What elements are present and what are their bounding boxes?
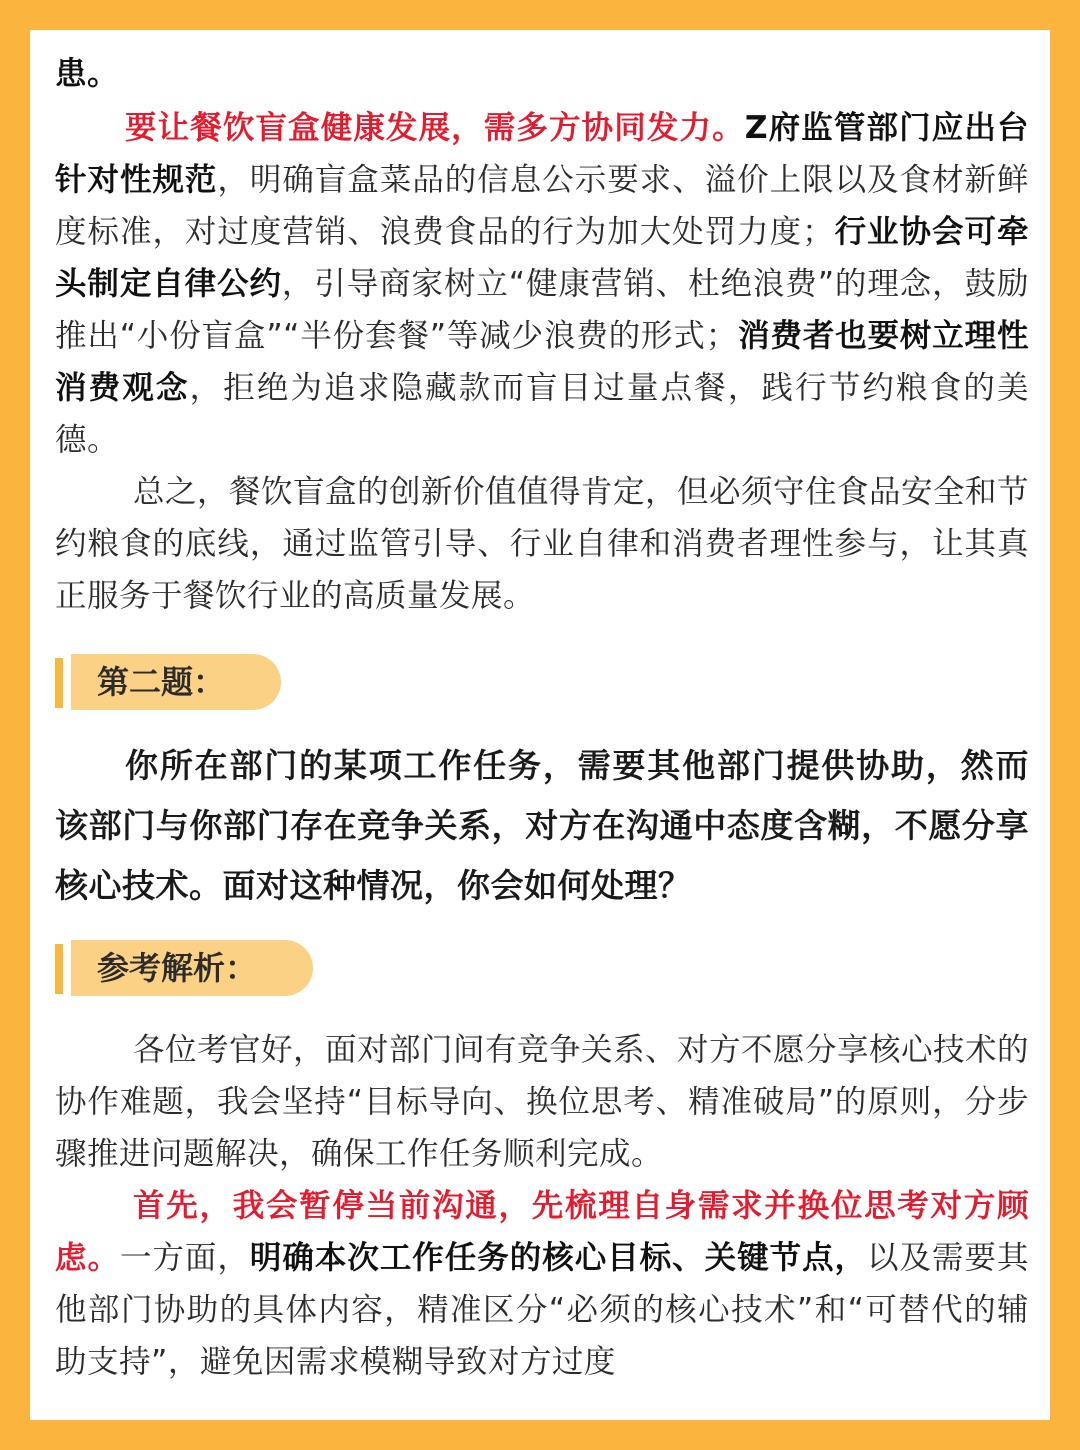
paragraph-measures [55, 102, 1029, 466]
step-one-lead: 一方面， [119, 1240, 250, 1276]
heading-question-label: 第二题： [71, 654, 281, 710]
measures-consumer-detail: ，拒绝为追求隐藏款而盲目过量点餐，践行节约粮食的美德。 [55, 370, 1029, 458]
step-one-key: 明确本次工作任务的核心目标、关键节点， [249, 1240, 868, 1276]
measures-consumer: 消费者也要树立理性消费观念 [55, 318, 1029, 406]
heading-accent-bar [55, 658, 63, 708]
step-one-detail: 以及需要其他部门协助的具体内容，精准区分“必须的核心技术”和“可替代的辅助支持”，避免因需求模糊导致对方过度 [55, 1240, 1029, 1380]
paragraph-step-one [55, 1180, 1029, 1388]
measures-industry: 行业协会可牵头制定自律公约 [55, 214, 1029, 302]
measures-government-detail: ，明确盲盒菜品的信息公示要求、溢价上限以及食材新鲜度标准，对过度营销、浪费食品的行为加大处罚力度； [55, 162, 1029, 250]
measures-headline: 要让餐饮盲盒健康发展，需多方协同发力。 [125, 110, 745, 146]
article-card [30, 30, 1050, 1420]
paragraph-conclusion [55, 466, 1029, 622]
heading-accent-bar [55, 944, 63, 994]
paragraph-tail-text: 患。 [55, 56, 120, 92]
paragraph-intro [55, 1024, 1029, 1180]
heading-analysis-label: 参考解析： [71, 940, 313, 996]
intro-text: 各位考官好，面对部门间有竞争关系、对方不愿分享核心技术的协作难题，我会坚持“目标导向、换位思考、精准破局”的原则，分步骤推进问题解决，确保工作任务顺利完成。 [55, 1032, 1030, 1172]
paragraph-tail [55, 48, 1029, 100]
measures-industry-detail: ，引导商家树立“健康营销、杜绝浪费”的理念，鼓励推出“小份盲盒”“半份套餐”等减少浪费的形式； [55, 266, 1029, 354]
measures-government: Z府监管部门应出台针对性规范 [55, 110, 1029, 198]
step-one-headline: 首先，我会暂停当前沟通，先梳理自身需求并换位思考对方顾虑。 [55, 1188, 1029, 1276]
question-text: 你所在部门的某项工作任务，需要其他部门提供协助，然而该部门与你部门存在竞争关系，对方在沟通中态度含糊，不愿分享核心技术。面对这种情况，你会如何处理？ [55, 746, 1029, 905]
conclusion-text: 总之，餐饮盲盒的创新价值值得肯定，但必须守住食品安全和节约粮食的底线，通过监管引导、行业自律和消费者理性参与，让其真正服务于餐饮行业的高质量发展。 [55, 474, 1030, 614]
